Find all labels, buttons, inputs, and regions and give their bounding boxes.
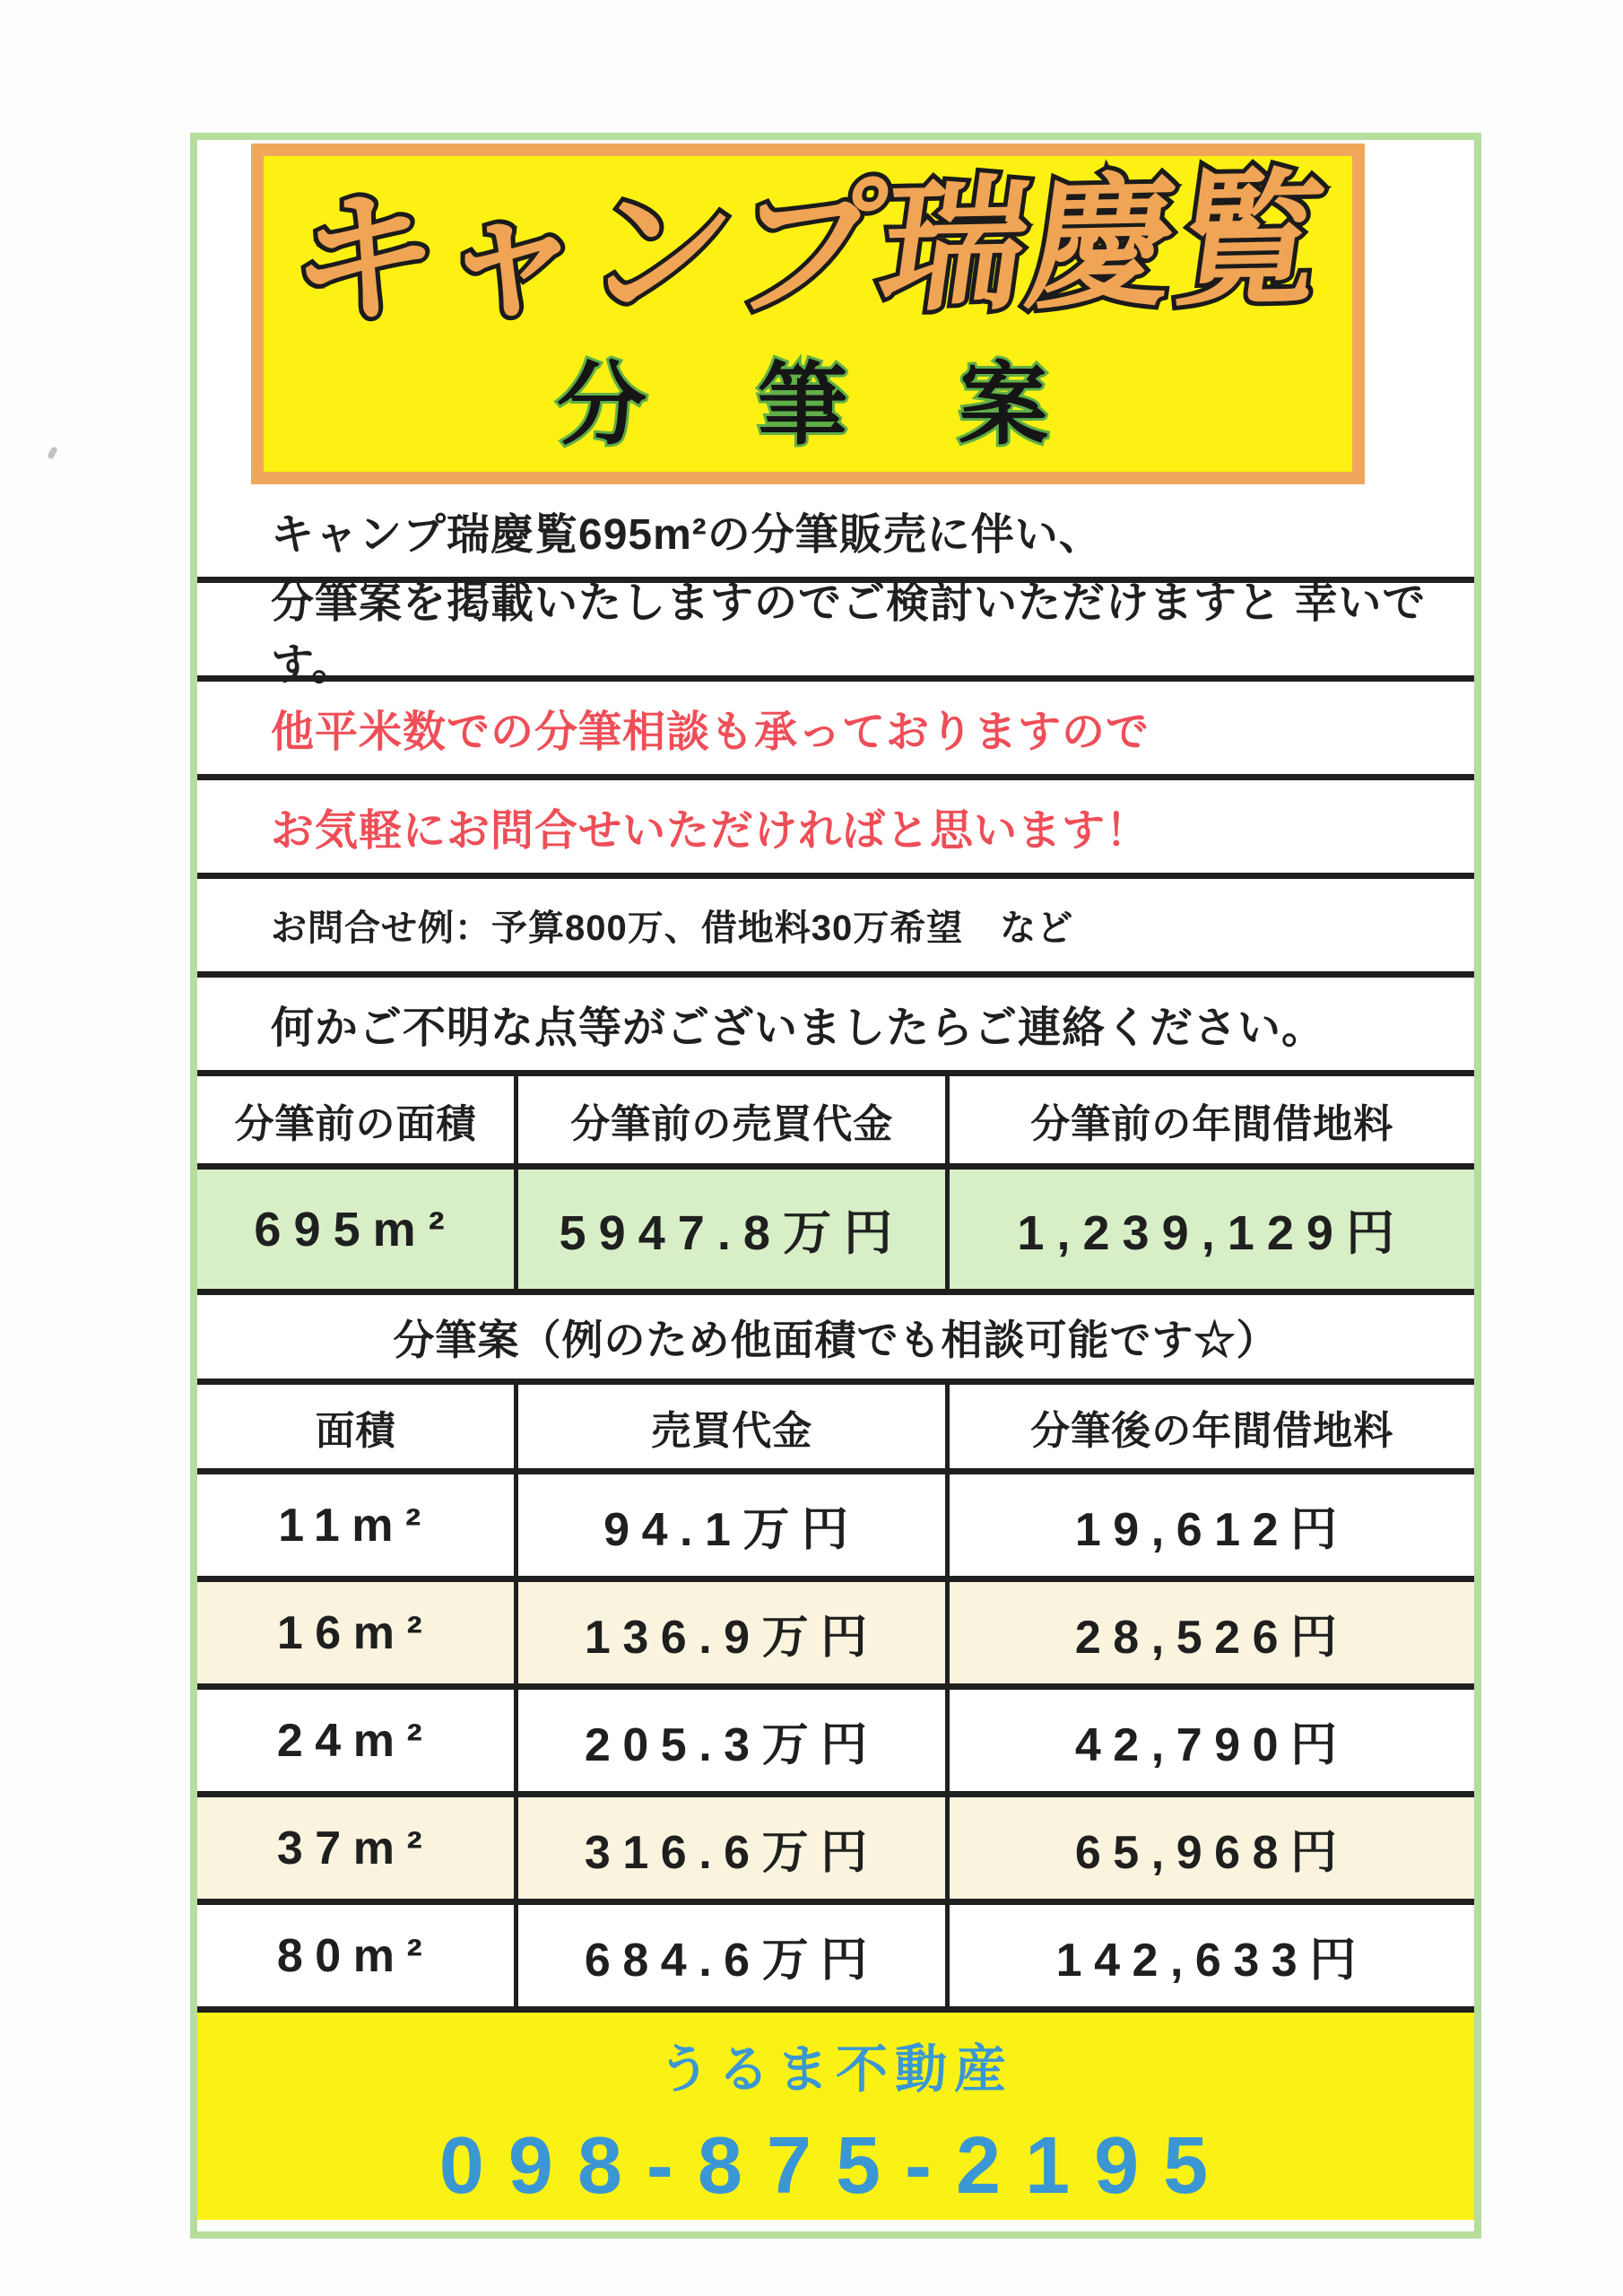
scan-artifact [47,446,58,460]
intro-line-3-text: 他平米数での分筆相談も承っておりますので [271,709,1150,756]
phone-number: 098-875-2195 [438,2120,1233,2211]
intro-line-3 [197,682,1474,780]
flyer-subtitle: 分 筆 案 [557,355,1059,456]
plan-header-area: 面積 [315,1408,396,1453]
before-area-value: 695m² [254,1202,457,1257]
plan-rent-value: 42,790円 [945,1690,1474,1791]
before-price-value: 5947.8万円 [514,1170,945,1289]
plan-table-row [197,1797,1474,1905]
before-header-area: 分筆前の面積 [234,1101,477,1146]
intro-line-4 [197,780,1474,879]
plan-area-value: 11m² [278,1499,433,1552]
intro-line-2-text: 分筆案を掲載いたしますのでご検討いただけますと 幸いです。 [271,578,1427,689]
plan-area-value: 37m² [276,1822,435,1874]
intro-line-6-text: 何かご不明な点等がございましたらご連絡ください。 [271,1004,1326,1052]
page-frame [190,133,1481,2239]
plan-price-value: 316.6万円 [514,1797,945,1899]
flyer-title: キャンプ瑞慶覧 [280,157,1336,343]
title-banner [251,144,1365,484]
plan-area-value: 24m² [276,1714,435,1767]
plan-caption: 分筆案（例のため他面積でも相談可能です☆） [197,1295,1474,1385]
before-table-row [197,1170,1474,1295]
plan-header-price: 売買代金 [514,1385,945,1468]
before-table-header [197,1076,1474,1170]
plan-table-row [197,1582,1474,1690]
plan-table-row [197,1905,1474,2013]
plan-price-value: 136.9万円 [514,1582,945,1683]
intro-line-5-text: お問合せ例：予算800万、借地料30万希望 など [271,909,1074,948]
before-rent-value: 1,239,129円 [945,1170,1474,1289]
plan-header-rent: 分筆後の年間借地料 [945,1385,1474,1468]
plan-area-value: 16m² [276,1606,435,1659]
plan-rent-value: 142,633円 [945,1905,1474,2006]
plan-rent-value: 65,968円 [945,1797,1474,1899]
plan-rent-value: 28,526円 [945,1582,1474,1683]
plan-price-value: 684.6万円 [514,1905,945,2006]
before-header-rent: 分筆前の年間借地料 [945,1076,1474,1163]
intro-line-2 [197,578,1474,689]
plan-rent-value: 19,612円 [945,1474,1474,1576]
before-header-price: 分筆前の売買代金 [514,1076,945,1163]
intro-line-4-text: お気軽にお問合せいただければと思います！ [271,807,1150,855]
footer-banner [197,2013,1474,2220]
plan-table-row [197,1474,1474,1582]
plan-table-header [197,1385,1474,1474]
intro-line-1-text: キャンプ瑞慶覧695m²の分筆販売に伴い、 [271,511,1103,559]
intro-line-6 [197,978,1474,1076]
plan-price-value: 205.3万円 [514,1690,945,1791]
plan-price-value: 94.1万円 [514,1474,945,1576]
company-name: うるま不動産 [657,2039,1013,2099]
plan-table-row [197,1690,1474,1797]
intro-line-5 [197,879,1474,978]
plan-area-value: 80m² [276,1929,435,1982]
